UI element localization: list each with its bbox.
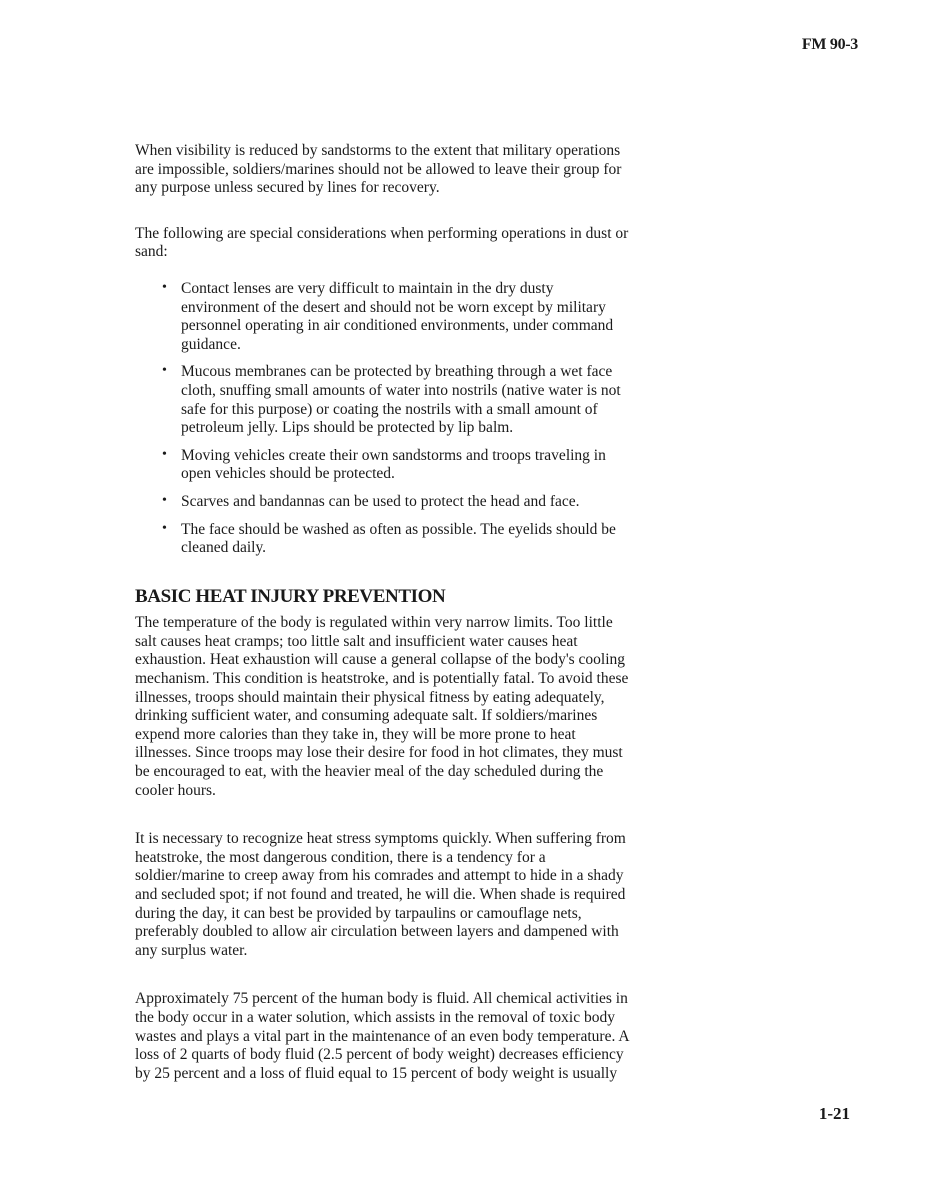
list-item-text: The face should be washed as often as possible. The eyelids should be cleaned daily. — [181, 520, 616, 557]
paragraph-sandstorm-visibility: When visibility is reduced by sandstorms to the extent that military operations are impossible, soldiers/marines should not be allowed to leave their group for any purpose unless secured by lines for recovery. — [135, 142, 622, 197]
paragraph-heat-stress-symptoms: It is necessary to recognize heat stress symptoms quickly. When suffering from heatstroke, the most dangerous condition, there is a tendency for a soldier/marine to creep away from his comrades and attempt to hide in a shady and secluded spot; if not found and treated, he will die. When shade is required during the day, it can best be provided by tarpaulins or camouflage nets, preferably doubled to allow air circulation between layers and dampened with any surplus water. — [135, 830, 626, 959]
bullet-icon: • — [162, 363, 167, 379]
page-number: 1-21 — [818, 1104, 850, 1123]
list-item — [162, 363, 635, 437]
section-heading: BASIC HEAT INJURY PREVENTION — [135, 585, 446, 607]
paragraph-special-considerations: The following are special considerations when performing operations in dust or sand: — [135, 224, 629, 261]
page-content — [135, 142, 635, 1113]
bullet-icon: • — [162, 492, 167, 508]
list-item — [162, 520, 635, 558]
paragraph-body-temperature: The temperature of the body is regulated within very narrow limits. Too little salt causes heat cramps; too little salt and insufficient water causes heat exhaustion. Heat exhaustion will cause a general collapse of the body's cooling mechanism. This condition is heatstroke, and is potentially fatal. To avoid these illnesses, troops should maintain their physical fitness by eating adequately, drinking sufficient water, and consuming adequate salt. If soldiers/marines expend more calories than they take in, they will be more prone to heat illnesses. Since troops may lose their desire for food in hot climates, they must be encouraged to eat, with the heavier meal of the day scheduled during the cooler hours. — [135, 614, 629, 799]
considerations-list — [135, 280, 635, 558]
list-item-text: Moving vehicles create their own sandstorms and troops traveling in open vehicles should be protected. — [181, 446, 606, 483]
bullet-icon: • — [162, 520, 167, 536]
paragraph-body-fluid: Approximately 75 percent of the human body is fluid. All chemical activities in the body occur in a water solution, which assists in the removal of toxic body wastes and plays a vital part in the maintenance of an even body temperature. A loss of 2 quarts of body fluid (2.5 percent of body weight) decreases efficiency by 25 percent and a loss of fluid equal to 15 percent of body weight is usually — [135, 990, 629, 1082]
list-item — [162, 492, 635, 512]
list-item — [162, 279, 635, 354]
document-id: FM 90-3 — [801, 36, 858, 53]
list-item-text: Contact lenses are very difficult to maintain in the dry dusty environment of the desert and should not be worn except by military personnel operating in air conditioned environments, under command guidance. — [181, 279, 614, 353]
list-item-text: Mucous membranes can be protected by breathing through a wet face cloth, snuffing small amounts of water into nostrils (native water is not safe for this purpose) or coating the nostrils with a small amount of petroleum jelly. Lips should be protected by lip balm. — [181, 363, 621, 437]
bullet-icon: • — [162, 446, 167, 462]
bullet-icon: • — [162, 279, 167, 295]
list-item-text: Scarves and bandannas can be used to protect the head and face. — [181, 492, 580, 510]
list-item — [162, 446, 635, 484]
